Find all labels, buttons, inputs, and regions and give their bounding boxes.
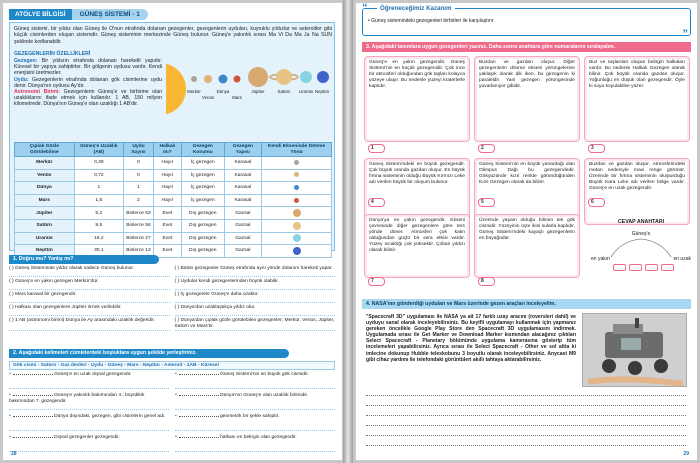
true-false-item[interactable] [9, 266, 170, 277]
true-false-list [9, 266, 335, 331]
statement-text: ( ) Dünya'dan uzaklaştıkça yıldız olur. [174, 305, 256, 310]
table-cell: Karasal [224, 182, 261, 195]
sentence-text: Dünya'nın Güneş'e olan uzaklık birimidir. [220, 393, 309, 398]
answer-box[interactable]: 1 [368, 144, 385, 153]
table-cell: Dış gezegen [181, 219, 224, 232]
true-false-item[interactable] [175, 279, 336, 290]
writing-line[interactable] [366, 445, 686, 446]
planet-label: Neptün [314, 89, 330, 94]
statement-text: ( ) Güneş'e en yakın gezegen Merkür'dür. [9, 279, 99, 284]
uranus-icon [300, 71, 312, 83]
planet-card: Güneş'e en yakın gezegendir. Güneş Sistemi'nin en küçük gezegenidir. Çok ince bir atmosferi olduğundan gök taşları kolayca yüzeye ulaşır. Bu nedenle yüzeyi kraterlerle kaplıdır. [364, 56, 470, 142]
planet-icon [293, 234, 301, 242]
table-cell: 1,5 [74, 194, 123, 207]
planet-name-cell: Merkür [15, 157, 75, 170]
table-cell: Evet [153, 245, 181, 258]
fill-blank-item[interactable] [175, 392, 335, 410]
fill-blank-item[interactable] [175, 434, 335, 452]
rotation-icon [262, 169, 332, 182]
planet-icon [293, 222, 301, 230]
left-page [3, 3, 342, 460]
blank-line[interactable] [13, 371, 53, 375]
earth-icon [219, 75, 228, 84]
book-spine [343, 0, 353, 463]
planet-name-cell: Uranüs [15, 232, 75, 245]
table-cell: 30,1 [74, 245, 123, 258]
planet-name-cell: Neptün [15, 245, 75, 258]
rotation-icon [262, 182, 332, 195]
blank-line[interactable] [179, 434, 219, 438]
answer-key [591, 219, 691, 269]
planet-icon [294, 198, 299, 203]
true-false-item[interactable] [175, 266, 336, 277]
blank-line[interactable] [13, 392, 53, 396]
table-cell: Binlerce 27 [124, 232, 154, 245]
true-false-item[interactable] [9, 279, 170, 290]
table-header: Kendi Ekseninde Dönme Yönü [262, 143, 332, 157]
page-number: 28 [11, 451, 17, 457]
info-box [9, 22, 335, 254]
answer-key-title: CEVAP ANAHTARI [617, 219, 665, 225]
table-cell: İç gezegen [181, 182, 224, 195]
table-cell: Karasal [224, 169, 261, 182]
statement-text: ( ) Halkası olan gezegenlere Jüpiter örnek verilebilir. [9, 305, 122, 310]
table-cell: Gazsal [224, 219, 261, 232]
table-cell: 0,72 [74, 169, 123, 182]
objective-text: • Güneş sistemindeki gezegenleri birbirleri ile karşılaştırır. [368, 18, 495, 24]
table-cell: Hayır [153, 157, 181, 170]
table-row [15, 194, 332, 207]
statement-text: ( ) Mars karasal bir gezegendir. [9, 292, 77, 297]
jupiter-icon [248, 67, 268, 87]
question3-title: 3. Aşağıdaki tanımlara uygun gezegenleri yazınız. Daha sonra anahtara göre numaralarını sıralayalım. [362, 42, 691, 52]
sentence-text: Dünya dışındaki, gezegen, gibi cisimlerin genel adı. [54, 414, 166, 419]
gezegen-text: Bir yıldızın etrafında dolanan hareketli yapıdır. Küresel bir yapıya sahiptirler. Bir gölgenin uydusu vardır. Kendi enerjisini üretmezler. [14, 58, 162, 77]
planet-card: Dünya'ya en yakın gezegendir. Ekseni çevresinde diğer gezegenlere göre ters yönde döner. Atmosferi çok kalın olduğundan güçlü bir sera etkisi vardır. Yüzey sıcaklığı çok yüksektir. Çoban yıldızı olarak bilinir. [364, 214, 470, 278]
table-cell: Dış gezegen [181, 245, 224, 258]
mercury-icon [191, 76, 197, 82]
planet-icon [293, 209, 301, 217]
writing-line[interactable] [366, 415, 686, 416]
answer-box[interactable]: 3 [588, 144, 605, 153]
table-cell: Dış gezegen [181, 207, 224, 220]
bullet: • [9, 372, 11, 377]
true-false-item[interactable] [9, 305, 170, 316]
planet-icon [294, 185, 299, 190]
planet-label: Satürn [277, 89, 291, 94]
sentence-text: Dışsal gezegenler gezegendir. [54, 435, 120, 440]
sentence-text: Güneş Sistemi'nin en büyük gök cismidir. [220, 372, 309, 377]
uydu-text: Gezegenlerin etrafında dolanan gök cisimlerine uydu denir. Dünya'nın uydusu Ay'dır. [14, 76, 162, 89]
true-false-item[interactable] [175, 318, 336, 331]
statement-text: ( ) Dünya'dan çıplak gözle görülebilen gezegenler; Merkür, Venüs, Jüpiter, Satürn ve Mars'tır. [174, 318, 335, 329]
solar-system-illustration [166, 57, 332, 117]
table-row [15, 207, 332, 220]
planet-label: Jüpiter [251, 89, 265, 94]
statement-text: ( ) 1 AB (astronomi birimi) Dünya ile Ay arasındaki uzaklık değeridir. [9, 318, 155, 323]
table-cell: İç gezegen [181, 194, 224, 207]
table-cell: Hayır [153, 169, 181, 182]
table-header: Çıplak Gözle Görülebilme [15, 143, 75, 157]
key-box[interactable] [629, 264, 642, 271]
table-cell: Evet [153, 207, 181, 220]
table-header: Halkalı mı? [153, 143, 181, 157]
table-cell: Hayır [153, 194, 181, 207]
section1-title: 1. Doğru mu? Yanlış mı? [9, 255, 159, 264]
bullet: • [9, 435, 11, 440]
planet-name-cell: Jüpiter [15, 207, 75, 220]
statement-text: ( ) Güneş Sisteminde yıldız olarak sadece Güneş bulunur. [9, 266, 135, 271]
objective-title: Öğreneceğimiz Kazanım [377, 5, 455, 12]
answer-key-right: en uzak [673, 256, 691, 262]
gezegen-label: Gezegen: [14, 58, 38, 64]
table-cell: 1 [124, 182, 154, 195]
quote-open-icon: “ [362, 2, 368, 14]
writing-line[interactable] [366, 435, 686, 436]
table-cell: Dış gezegen [181, 232, 224, 245]
uydu-label: Uydu: [14, 76, 29, 83]
fill-blank-item[interactable] [175, 371, 335, 389]
table-header: Güneş'e Uzaklık (AB) [74, 143, 123, 157]
fill-blank-item[interactable] [175, 413, 335, 431]
statement-text: ( ) Uydular kendi gezegenlerinden büyük olabilir. [174, 279, 279, 284]
table-cell: İç gezegen [181, 169, 224, 182]
fill-blank-item[interactable] [9, 371, 169, 389]
sentence-text: Güneş'e yakınlık bakımından 4.; büyüklük bakımından 7. gezegendir. [9, 393, 145, 404]
rotation-icon [262, 194, 332, 207]
table-cell: 2 [124, 194, 154, 207]
rotation-icon [262, 207, 332, 220]
table-cell: 5,2 [74, 207, 123, 220]
table-row [15, 182, 332, 195]
saturn-icon [276, 69, 292, 85]
statement-text: ( ) Bütün gezegenler Güneş etrafında aynı yönde dolanım hareketi yapar. [174, 266, 333, 271]
neptune-icon [317, 71, 329, 83]
blank-line[interactable] [179, 371, 219, 375]
bullet: • [175, 414, 177, 419]
table-cell: 1 [74, 182, 123, 195]
answer-box[interactable]: 4 [368, 198, 385, 207]
rover-photo [582, 313, 687, 387]
page-number: 29 [683, 451, 689, 457]
planet-icon [294, 160, 299, 165]
planet-card: Üzerinde yaşam olduğu bilinen tek gök cismidir. Yüzeyinin üçte ikisi sularla kaplıdır. Güneş Sistemi'ndeki kayaçlı gezegenlerin en büyüğüdür. [474, 214, 580, 278]
section2-title: 2. Aşağıdaki kelimeleri cümlelerdeki boşluklara uygun şekilde yerleştiriniz. [9, 349, 289, 358]
sentence-text: geometrik bir şekle sahiptir. [220, 414, 280, 419]
intro-text: Güneş sistemi, bir yıldız olan Güneş ile O'nun etrafında dolanan gezegenler, gezegenlerin uyduları, kuyruklu yıldızlar ve asteroitler gibi küçük cisimlerden oluşan sistemdir. Güneş sisteminin merkezinde Güneş bulunur. Güneş'e yakınlık sırası Ma Vi Da Ma Ja Na SUN şeklinde kodlanabilir. [14, 26, 332, 45]
table-header: Uydu Sayısı [124, 143, 154, 157]
answer-key-left: en yakın [591, 256, 610, 262]
table-cell: 0,39 [74, 157, 123, 170]
planet-table [14, 142, 332, 258]
planet-icon [293, 247, 301, 255]
planet-name-cell: Mars [15, 194, 75, 207]
true-false-item[interactable] [175, 305, 336, 316]
planet-name-cell: Satürn [15, 219, 75, 232]
definitions [14, 58, 162, 108]
sun-icon [166, 63, 186, 115]
fill-blank-item[interactable] [9, 434, 169, 452]
answer-box[interactable]: 7 [368, 277, 385, 286]
page-header [9, 9, 148, 20]
planet-name-cell: Venüs [15, 169, 75, 182]
answer-box[interactable]: 6 [588, 198, 605, 207]
planet-card: Güneş Sistemi'ndeki en büyük gezegendir. Çok büyük oranda gazdan oluşur. En büyük fırtına sisteminin olduğu Büyük Kırmızı Leke adı verilen büyük bir oluşum bulunur. [364, 158, 470, 225]
astro-text: Gezegenlerin Güneş'e ve birbirine olan uzaklıklarını ifade etmek için kullanılır. 1 AB, 150 milyon kilometredir. Dünya'nın Güneş'e olan uzaklığı 1 AB'dir. [14, 89, 162, 108]
key-box[interactable] [661, 264, 674, 271]
planet-label: Merkür [187, 89, 201, 94]
blank-line[interactable] [179, 392, 219, 396]
fill-blank-item[interactable] [9, 392, 169, 410]
true-false-item[interactable] [175, 292, 336, 303]
planet-name-cell: Dünya [15, 182, 75, 195]
table-row [15, 232, 332, 245]
writing-line[interactable] [366, 425, 686, 426]
table-cell: Evet [153, 232, 181, 245]
right-page [356, 3, 697, 460]
key-box[interactable] [613, 264, 626, 271]
sentence-text: halkası en belirgin olan gezegendir. [220, 435, 297, 440]
rotation-icon [262, 245, 332, 258]
table-cell: 19,2 [74, 232, 123, 245]
blank-line[interactable] [13, 413, 53, 417]
table-row [15, 219, 332, 232]
table-cell: Gazsal [224, 232, 261, 245]
blank-line[interactable] [179, 413, 219, 417]
table-cell: İç gezegen [181, 157, 224, 170]
table-cell: Binlerce 13 [124, 245, 154, 258]
fill-blank-item[interactable] [9, 413, 169, 431]
astro-label: Astronomi Birimi: [14, 89, 61, 96]
table-cell: 0 [124, 169, 154, 182]
bullet: • [175, 435, 177, 440]
answer-box[interactable]: 2 [478, 144, 495, 153]
table-cell: Karasal [224, 157, 261, 170]
answer-box[interactable]: 8 [478, 277, 495, 286]
planet-card: Buzdan ve gazdan oluşur. Diğer gezegenlerin dönme ekseni yörüngelerine yaklaşık olarak dik iken, bu gezegenin ki paraleldir. Yani gezegen yörüngesinde yuvarlanıyor gibidir. [474, 56, 580, 142]
objective-box [362, 2, 691, 40]
table-cell: Evet [153, 219, 181, 232]
planet-label: Mars [232, 95, 242, 100]
table-cell: Hayır [153, 182, 181, 195]
question4-title: 4. NASA'nın gönderdiği uyduları ve Mars üzerinde gezen araçları inceleyelim. [362, 299, 691, 309]
true-false-item[interactable] [9, 318, 170, 331]
key-box[interactable] [645, 264, 658, 271]
planet-icon [294, 172, 299, 177]
venus-icon [204, 75, 212, 83]
statement-text: ( ) İç gezegenler Güneş'e daha uzaktır. [174, 292, 259, 297]
word-bank: Gök cismi - Satürn - Gaz devleri - Uydu - Güneş - Mars - Neptün - Asteroit - 1AB - Küresel [9, 361, 335, 370]
bullet: • [9, 393, 11, 398]
quote-close-icon: ” [682, 28, 688, 40]
mars-icon [234, 76, 241, 83]
rotation-icon [262, 219, 332, 232]
blank-line[interactable] [13, 434, 53, 438]
header-title: GÜNEŞ SİSTEMİ - 1 [72, 9, 148, 20]
table-cell: Karasal [224, 194, 261, 207]
planet-label: Uranüs [298, 89, 314, 94]
table-row [15, 157, 332, 170]
table-cell: Gazsal [224, 207, 261, 220]
table-cell: Gazsal [224, 245, 261, 258]
writing-line[interactable] [366, 405, 686, 406]
planet-card: Buz ve taşlardan oluşan belirgin halkaları vardır. Bu nedenle Halkalı Gezegen olarak bilinir. Çok büyük oranda gazdan oluşur. Yoğunluğu en düşük olan gezegendir. Öyle ki suya koyulabilse yüzer. [584, 56, 690, 142]
rotation-icon [262, 232, 332, 245]
header-tag: ATÖLYE BİLGİSİ [9, 9, 72, 20]
planet-card: Buzdan ve gazdan oluşur. Atmosferindeki metan nedeniyle mavi renge görünür. Üzerinde bir fırtına sisteminin oluşturduğu Büyük Kara Leke adı verilen bölge vardır. Güneş'e en uzak gezegendir. [584, 158, 690, 225]
bullet: • [9, 414, 11, 419]
true-false-item[interactable] [9, 292, 170, 303]
answer-box[interactable]: 5 [478, 198, 495, 207]
table-cell: Binlerce 56 [124, 219, 154, 232]
rotation-icon [262, 157, 332, 170]
planet-card: Güneş Sistemi'nin en büyük yanardağı olan Olimpus Dağı bu gezegendedir. Gökyüzünde kızıl renkte göründüğünden Kızıl Gezegen olarak da bilinir. [474, 158, 580, 225]
answer-key-center: Güneş'e [631, 231, 651, 237]
table-header: Gezegen Konumu [181, 143, 224, 157]
table-cell: 9,5 [74, 219, 123, 232]
features-title: GEZEGENLERİN ÖZELLİKLERİ [14, 51, 91, 57]
table-header: Gezegen Yapısı [224, 143, 261, 157]
nasa-text: "Spacecraft 3D" uygulaması ile NASA ya ait 17 farklı uzay aracını (roversleri dahil) ve uyduyu sanal olarak inceleyebilirsiniz. Bu keyifli uygulamayı kullanmak için yapmanız gereken öncelikle Google Play Store den Spacecraft 3D uygulamasını indirmek. Uygulamada sırası ile Get Marker ve Download Marker kısmından alacağınız çıktıları Select Spacecraft - Planetary bölümünde uygulama kamerasına gösterip tüm incelemeleri yapabilirsiniz. Ayrıca sırası ile Select Spacecraft - Other ve sol altta ki imlecine dokunup Hubble teleskobunu 3 boyutlu olarak inceleyebilirsiniz. Anycast M9 gibi cihaz yardımı ile telefondaki görüntüleri akıllı tahtaya aktarabilirsiniz. [366, 314, 576, 363]
planet-label: Dünya [216, 89, 230, 94]
writing-line[interactable] [366, 395, 686, 396]
fill-blank-list [9, 371, 335, 452]
table-cell: Binlerce 63 [124, 207, 154, 220]
bullet: • [175, 393, 177, 398]
table-row [15, 169, 332, 182]
planet-label: Venüs [201, 95, 215, 100]
bullet: • [175, 372, 177, 377]
table-cell: 0 [124, 157, 154, 170]
sentence-text: Güneş'e en uzak dışsal gezegendir. [54, 372, 132, 377]
